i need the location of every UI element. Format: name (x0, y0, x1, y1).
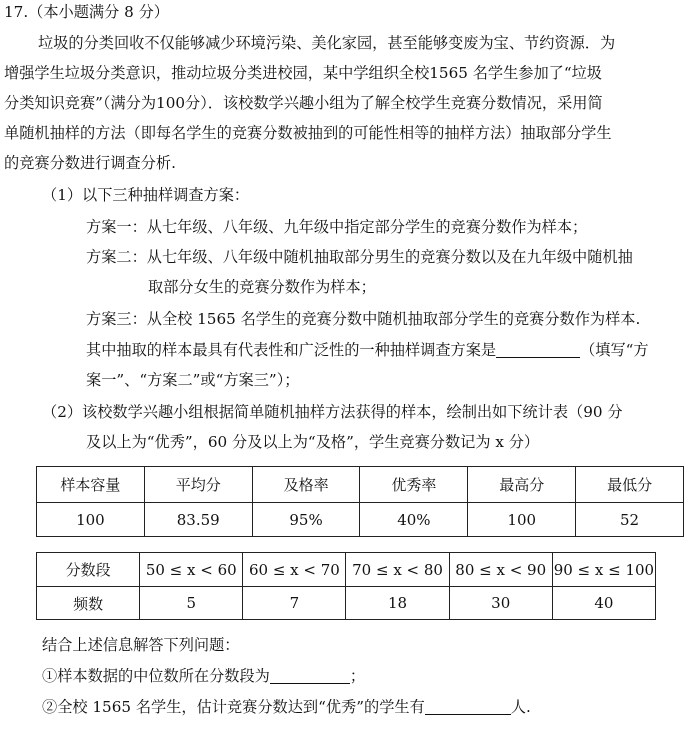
followup-question-one (42, 664, 365, 688)
intro-line: 增强学生垃圾分类意识，推动垃圾分类进校园，某中学组织全校1565 名学生参加了“垃圾 (4, 64, 602, 82)
table-cell: 频数 (37, 587, 140, 620)
table-cell: 5 (140, 587, 243, 620)
intro-line: 分类知识竞赛”（满分为100分）．该校数学兴趣小组为了解全校学生竞赛分数情况，采用简 (4, 94, 603, 112)
part2-intro-continued: 及以上为“优秀”，60 分及以上为“及格”，学生竞赛分数记为 x 分） (86, 433, 540, 451)
part1-question-suffix: （填写“方 (580, 341, 649, 359)
table-header-row (37, 467, 684, 503)
answer-blank[interactable] (425, 698, 511, 715)
table-cell: 18 (346, 587, 449, 620)
table-cell: 40 (552, 587, 655, 620)
table-cell: 100 (468, 503, 576, 537)
plan-three: 方案三：从全校 1565 名学生的竞赛分数中随机抽取部分学生的竞赛分数作为样本. (86, 310, 641, 328)
table-cell: 7 (243, 587, 346, 620)
table-header-cell: 分数段 (37, 553, 140, 587)
table-header-cell: 最高分 (468, 467, 576, 503)
table-header-row (37, 553, 656, 587)
frequency-table (36, 552, 656, 620)
plan-one: 方案一：从七年级、八年级、九年级中指定部分学生的竞赛分数作为样本； (86, 218, 588, 236)
table-header-cell: 及格率 (252, 467, 360, 503)
answer-blank[interactable] (270, 667, 350, 684)
table-header-cell: 最低分 (576, 467, 684, 503)
table-header-cell: 50 ≤ x < 60 (140, 553, 243, 587)
part1-question-text: 其中抽取的样本最具有代表性和广泛性的一种抽样调查方案是 (86, 341, 497, 359)
table-cell: 100 (37, 503, 145, 537)
table-row (37, 503, 684, 537)
part2-intro: （2）该校数学兴趣小组根据简单随机抽样方法获得的样本，绘制出如下统计表（90 分 (42, 403, 623, 421)
problem-header: 17.（本小题满分 8 分） (4, 3, 169, 21)
part1-question (86, 338, 649, 362)
question-two-suffix: 人. (510, 698, 531, 716)
plan-two: 方案二：从七年级、八年级中随机抽取部分男生的竞赛分数以及在九年级中随机抽 (86, 248, 633, 266)
summary-table (36, 466, 684, 537)
intro-line: 单随机抽样的方法（即每名学生的竞赛分数被抽到的可能性相等的抽样方法）抽取部分学生 (4, 124, 612, 142)
part1-question-continued: 案一”、“方案二”或“方案三”）； (86, 371, 300, 389)
table-cell: 40% (360, 503, 468, 537)
followup-question-two (42, 695, 531, 719)
table-row (37, 587, 656, 620)
table-header-cell: 样本容量 (37, 467, 145, 503)
table-header-cell: 70 ≤ x < 80 (346, 553, 449, 587)
table-cell: 95% (252, 503, 360, 537)
question-one-text: ①样本数据的中位数所在分数段为 (42, 667, 270, 685)
intro-line: 垃圾的分类回收不仅能够减少环境污染、美化家园，甚至能够变废为宝、节约资源．为 (38, 34, 616, 52)
table-cell: 83.59 (144, 503, 252, 537)
question-two-text: ②全校 1565 名学生，估计竞赛分数达到“优秀”的学生有 (42, 698, 425, 716)
followup-lead: 结合上述信息解答下列问题： (42, 636, 240, 654)
answer-blank[interactable] (496, 341, 580, 358)
part1-title: （1）以下三种抽样调查方案： (42, 186, 250, 204)
table-header-cell: 优秀率 (360, 467, 468, 503)
table-cell: 30 (449, 587, 552, 620)
intro-line: 的竞赛分数进行调查分析. (4, 154, 176, 172)
table-header-cell: 平均分 (144, 467, 252, 503)
table-header-cell: 80 ≤ x < 90 (449, 553, 552, 587)
question-one-suffix: ； (349, 667, 365, 685)
table-header-cell: 90 ≤ x ≤ 100 (552, 553, 655, 587)
table-cell: 52 (576, 503, 684, 537)
table-header-cell: 60 ≤ x < 70 (243, 553, 346, 587)
plan-two-continued: 取部分女生的竞赛分数作为样本； (148, 278, 376, 296)
